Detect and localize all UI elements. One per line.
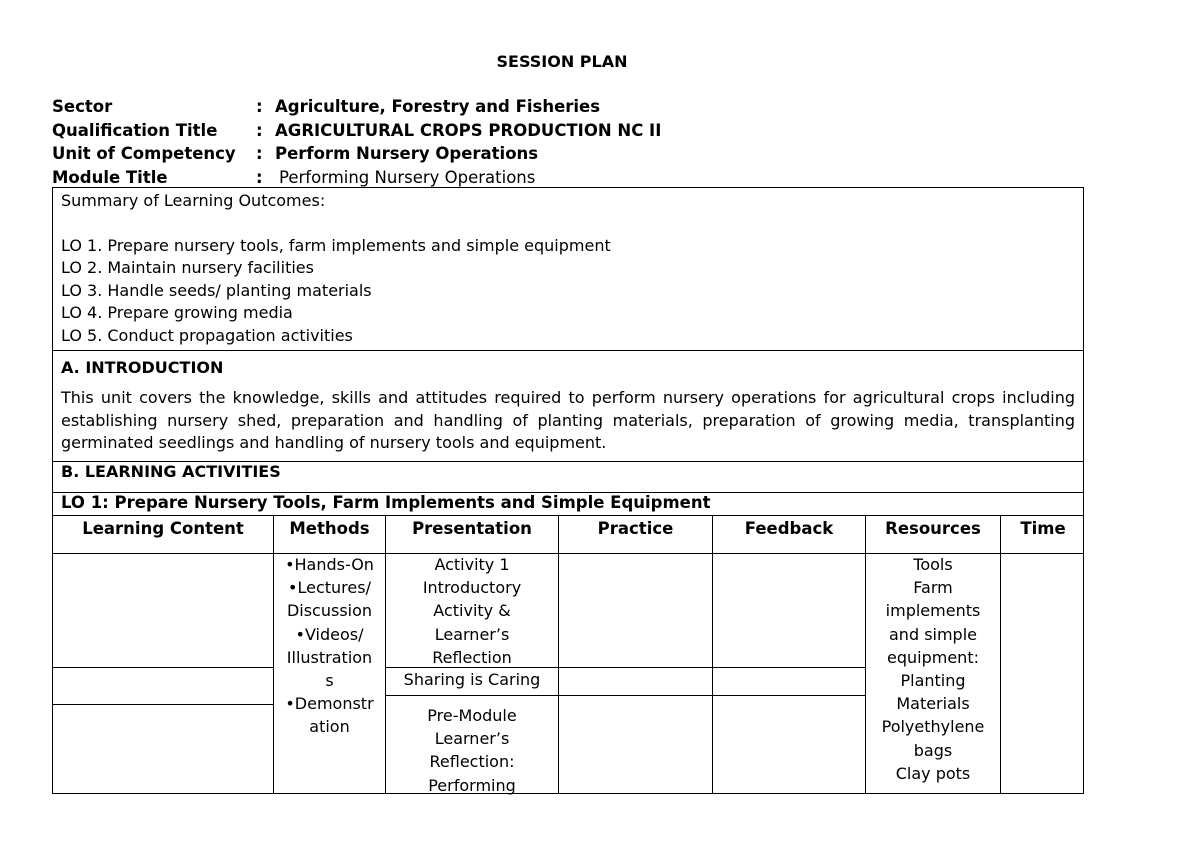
- presentation-line: Performing: [428, 775, 516, 795]
- presentation-line: Learner’s: [434, 624, 510, 644]
- methods-line: •Demonstr: [285, 694, 374, 714]
- page-title: SESSION PLAN: [496, 52, 628, 71]
- presentation-cell-activity: [386, 553, 558, 669]
- meta-colon: :: [256, 144, 263, 163]
- meta-colon: :: [256, 97, 263, 116]
- methods-line: •Lectures/: [288, 578, 371, 598]
- header-feedback: Feedback: [744, 519, 834, 538]
- methods-line: s: [325, 671, 334, 691]
- resources-line: implements: [885, 601, 981, 621]
- meta-label: Sector: [52, 97, 113, 116]
- outcome-item: LO 3. Handle seeds/ planting materials: [61, 280, 372, 300]
- methods-line: ation: [309, 717, 350, 737]
- presentation-line: Learner’s: [434, 729, 510, 749]
- header-methods: Methods: [289, 519, 370, 538]
- resources-line: Planting: [900, 671, 966, 691]
- header-presentation: Presentation: [412, 519, 532, 538]
- meta-row-qualification: [52, 119, 1086, 143]
- outcome-item: LO 5. Conduct propagation activities: [61, 325, 353, 345]
- learning-activities-heading: B. LEARNING ACTIVITIES: [52, 461, 1084, 493]
- header-resources: Resources: [885, 519, 981, 538]
- meta-row-unit: [52, 142, 1086, 166]
- presentation-line: Activity 1: [434, 555, 510, 574]
- resources-line: Tools: [913, 555, 953, 574]
- outcome-item: LO 4. Prepare growing media: [61, 303, 293, 322]
- resources-line: and simple: [889, 624, 977, 644]
- meta-row-module: [52, 166, 1086, 190]
- resources-line: Polyethylene: [881, 717, 985, 737]
- presentation-line: Pre-Module: [427, 706, 517, 725]
- resources-line: bags: [913, 740, 953, 760]
- outcome-item: LO 2. Maintain nursery facilities: [61, 258, 314, 277]
- meta-label: Module Title: [52, 167, 168, 187]
- introduction-heading: A. INTRODUCTION: [61, 358, 224, 377]
- resources-cell: [866, 553, 1000, 785]
- header-time: Time: [1020, 519, 1066, 538]
- meta-label: Unit of Competency: [52, 144, 236, 163]
- meta-label: Qualification Title: [52, 120, 218, 140]
- meta-value: Agriculture, Forestry and Fisheries: [275, 97, 601, 116]
- resources-line: Materials: [896, 694, 970, 714]
- lo-heading: LO 1: Prepare Nursery Tools, Farm Implements and Simple Equipment: [52, 492, 1084, 516]
- meta-row-sector: [52, 95, 1086, 119]
- resources-line: Farm: [913, 578, 953, 598]
- presentation-line: Reflection:: [429, 752, 515, 772]
- resources-line: equipment:: [887, 647, 979, 667]
- methods-line: •Hands-On: [285, 555, 374, 574]
- methods-line: Discussion: [286, 601, 373, 621]
- header-learning-content: Learning Content: [82, 519, 244, 538]
- presentation-cell-sharing: [386, 668, 558, 691]
- meta-colon: :: [256, 120, 263, 140]
- methods-line: Illustration: [286, 647, 373, 667]
- activities-table: [52, 515, 1084, 794]
- introduction-body: This unit covers the knowledge, skills and attitudes required to perform nursery operations for agricultural crops including establishing nursery shed, preparation and handling of planting materials, preparation of growing media, transplanting germinated seedlings and handling of nursery tools and equipment.: [61, 388, 1075, 452]
- summary-of-learning-outcomes: [52, 187, 1084, 351]
- meta-block: [52, 95, 1086, 189]
- introduction-section: [52, 350, 1084, 462]
- meta-value: Perform Nursery Operations: [275, 144, 539, 163]
- presentation-cell-pre-module: [386, 704, 558, 797]
- presentation-line: Activity &: [433, 601, 511, 621]
- header-practice: Practice: [597, 519, 674, 538]
- resources-line: Clay pots: [895, 763, 971, 783]
- methods-line: •Videos/: [295, 624, 364, 644]
- meta-value: Performing Nursery Operations: [279, 167, 536, 187]
- presentation-line: Reflection: [432, 647, 512, 667]
- presentation-line: Sharing is Caring: [403, 670, 541, 689]
- presentation-line: Introductory: [422, 578, 522, 598]
- meta-colon: :: [256, 167, 263, 187]
- meta-value: AGRICULTURAL CROPS PRODUCTION NC II: [275, 120, 662, 140]
- methods-cell: [274, 553, 385, 739]
- outcome-item: LO 1. Prepare nursery tools, farm implements and simple equipment: [61, 235, 611, 255]
- summary-heading: Summary of Learning Outcomes:: [61, 191, 326, 210]
